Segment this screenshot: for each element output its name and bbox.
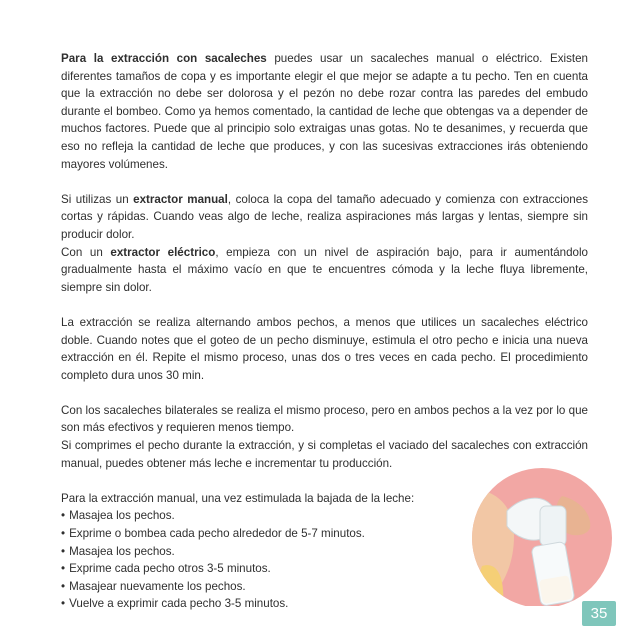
paragraph-text: puedes usar un sacaleches manual o eléctrico. Existen diferentes tamaños de copa y es importante elegir el que mejor se adapte a tu pecho. Ten en cuenta que la extracción no debe ser dolorosa y el pezón no debe rozar contra las paredes del embudo durante el bombeo. Como ya hemos comentado, la cantidad de leche que obtengas va a depender de muchos factores. Puede que al principio solo extraigas unas gotas. No te desanimes, y recuerda que eso no refleja la cantidad de leche que produces, y con las sucesivas extracciones irás obteniendo mayores volúmenes. [61, 52, 588, 171]
breast-pump-illustration [452, 466, 612, 606]
bold-intro: Para la extracción con sacaleches [61, 52, 267, 65]
paragraph-alternating: La extracción se realiza alternando ambos pechos, a menos que utilices un sacaleches eléctrico doble. Cuando notes que el goteo de un pecho disminuye, estimula el otro pecho e inicia una nueva extracción en él. Repite el mismo proceso, unas dos o tres veces en cada pecho. El procedimiento completo dura unos 30 min. [61, 315, 588, 382]
paragraph-extractor-manual [61, 191, 588, 244]
list-item: • Exprime cada pecho otros 3-5 minutos. [61, 560, 588, 578]
list-item: • Masajea los pechos. [61, 543, 588, 561]
paragraph-suffix: , coloca la copa del tamaño adecuado y comienza con extracciones cortas y rápidas. Cuando veas algo de leche, realiza aspiraciones más largas y lentas, siempre sin producir dolor. [61, 192, 588, 241]
paragraph-prefix: Si utilizas un [61, 192, 134, 206]
list-intro: Para la extracción manual, una vez estimulada la bajada de la leche: [61, 491, 415, 505]
bottle-milk [539, 575, 573, 604]
paragraph-compression: Si comprimes el pecho durante la extracción, y si completas el vaciado del sacaleches con extracción manual, puedes obtener más leche e incrementar tu producción. [61, 439, 588, 470]
page-number: 35 [582, 601, 616, 626]
bold-term: extractor manual [133, 192, 228, 206]
list-item: • Masajear nuevamente los pechos. [61, 578, 588, 596]
paragraph-sacaleches-intro [61, 50, 588, 173]
bold-term: extractor eléctrico [110, 245, 216, 259]
list-item: • Masajea los pechos. [61, 507, 588, 525]
paragraph-bilateral: Con los sacaleches bilaterales se realiza el mismo proceso, pero en ambos pechos a la vez por lo que son más efectivos y requieren menos tiempo. [61, 403, 588, 435]
paragraph-prefix: Con un [61, 245, 111, 259]
paragraph-extractor-electrico [61, 244, 588, 297]
pump-body [540, 506, 566, 546]
paragraph-suffix: , empieza con un nivel de aspiración bajo, para ir aumentándolo gradualmente hasta el máximo vacío en que te encuentres cómoda y la leche fluya libremente, siempre sin dolor. [61, 245, 589, 294]
list-item: • Exprime o bombea cada pecho alrededor de 5-7 minutos. [61, 525, 588, 543]
list-item: • Vuelve a exprimir cada pecho 3-5 minutos. [61, 595, 588, 613]
